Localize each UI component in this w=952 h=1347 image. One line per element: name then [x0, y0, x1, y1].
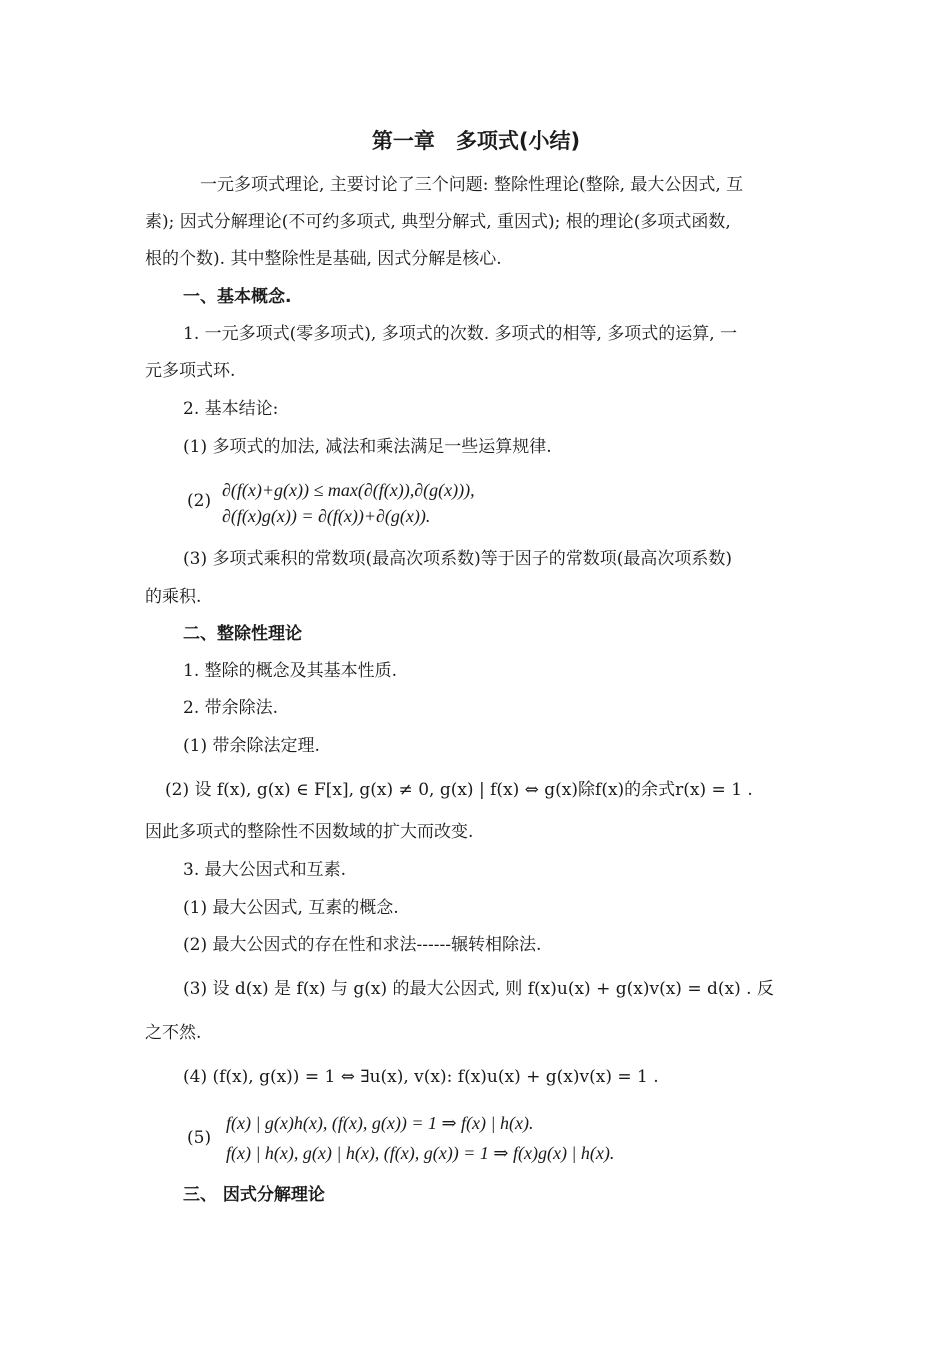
s2-subitem-2: (2) 最大公因式的存在性和求法------辗转相除法.	[183, 935, 542, 955]
page-title: 第一章 多项式(小结)	[371, 129, 581, 153]
s2-subitem-3-line-1: (3) 设 d(x) 是 f(x) 与 g(x) 的最大公因式, 则 f(x)u(x) + g(x)v(x) = d(x) . 反	[183, 979, 774, 999]
section-1-heading: 一、基本概念.	[183, 287, 292, 307]
s2-item-2: (2) 设 f(x), g(x) ∈ F[x], g(x) ≠ 0, g(x) | f(x) ⇔ g(x)除f(x)的余式r(x) = 1 .	[165, 780, 753, 800]
s1-item-1: (1) 多项式的加法, 减法和乘法满足一些运算规律.	[183, 437, 552, 457]
s2-item-1: (1) 带余除法定理.	[183, 736, 320, 756]
s1-item-2-label: (2)	[187, 491, 212, 511]
s1-item-3-line-1: (3) 多项式乘积的常数项(最高次项系数)等于因子的常数项(最高次项系数)	[183, 549, 733, 569]
section-2-heading: 二、整除性理论	[183, 624, 302, 644]
s1-point-1-line-2: 元多项式环.	[145, 361, 236, 381]
s2-item-2-tail: 因此多项式的整除性不因数域的扩大而改变.	[145, 822, 474, 842]
section-3-heading: 三、 因式分解理论	[183, 1185, 325, 1205]
s2-point-1: 1. 整除的概念及其基本性质.	[183, 661, 398, 681]
intro-line-2: 素); 因式分解理论(不可约多项式, 典型分解式, 重因式); 根的理论(多项式函数,	[145, 212, 731, 232]
intro-line-3: 根的个数). 其中整除性是基础, 因式分解是核心.	[145, 249, 502, 269]
s2-point-3: 3. 最大公因式和互素.	[183, 860, 347, 880]
s2-subitem-5-label: (5)	[187, 1128, 212, 1148]
degree-formula-product: ∂(f(x)g(x)) = ∂(f(x))+∂(g(x)).	[222, 506, 431, 526]
s2-subitem-4: (4) (f(x), g(x)) = 1 ⇔ ∃u(x), v(x): f(x)u(x) + g(x)v(x) = 1 .	[183, 1067, 659, 1087]
coprime-formula-1: f(x) | g(x)h(x), (f(x), g(x)) = 1 ⇒ f(x) | h(x).	[226, 1113, 534, 1133]
s2-subitem-3-line-2: 之不然.	[145, 1023, 202, 1043]
intro-line-1: 一元多项式理论, 主要讨论了三个问题: 整除性理论(整除, 最大公因式, 互	[200, 175, 744, 195]
degree-formula-sum: ∂(f(x)+g(x)) ≤ max(∂(f(x)),∂(g(x))),	[222, 480, 475, 500]
s2-point-2: 2. 带余除法.	[183, 698, 279, 718]
s2-subitem-1: (1) 最大公因式, 互素的概念.	[183, 898, 399, 918]
coprime-formula-2: f(x) | h(x), g(x) | h(x), (f(x), g(x)) = 1 ⇒ f(x)g(x) | h(x).	[226, 1143, 615, 1163]
s1-point-2: 2. 基本结论:	[183, 399, 279, 419]
s1-point-1-line-1: 1. 一元多项式(零多项式), 多项式的次数. 多项式的相等, 多项式的运算, 一	[183, 324, 738, 344]
s1-item-3-line-2: 的乘积.	[145, 587, 202, 607]
